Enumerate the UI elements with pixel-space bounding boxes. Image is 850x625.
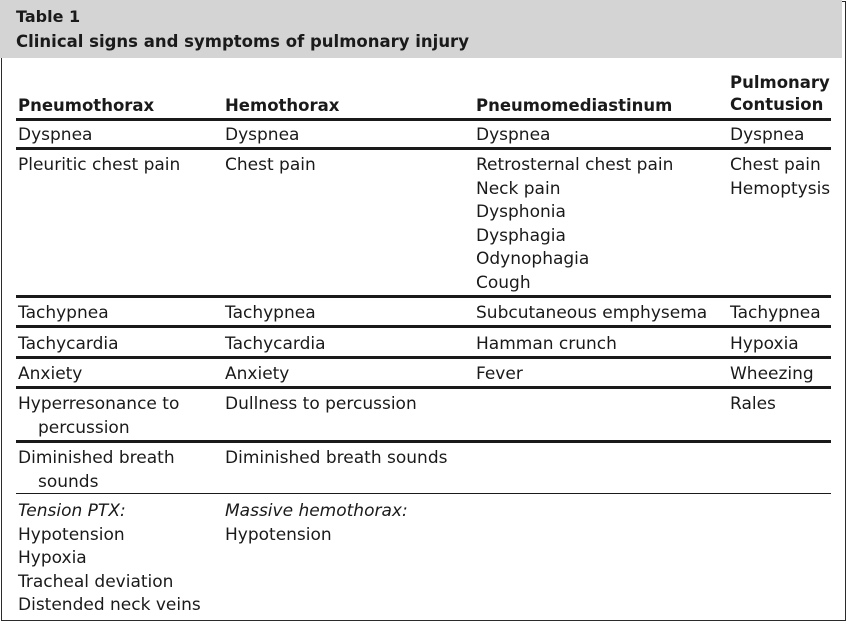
table-cell: Dyspnea (225, 125, 300, 145)
table-cell: Fever (476, 364, 523, 384)
table-cell: Massive hemothorax: Hypotension (225, 501, 408, 545)
table-cell: Hamman crunch (476, 334, 617, 354)
row-divider (16, 147, 831, 150)
table-cell: Diminished breath sounds (18, 448, 175, 492)
table-cell: Tension PTX: Hypotension Hypoxia Tracheal deviation Distended neck veins (18, 501, 201, 615)
row-divider (16, 325, 831, 328)
row-divider (16, 295, 831, 298)
table-cell: Hypoxia (730, 334, 799, 354)
table-cell: Tachypnea (730, 303, 821, 323)
table-cell: Pleuritic chest pain (18, 155, 181, 175)
table-cell: Chest pain (225, 155, 316, 175)
table-cell: Dyspnea (18, 125, 93, 145)
table-cell: Subcutaneous emphysema (476, 303, 708, 323)
row-divider (16, 356, 831, 359)
table-caption (0, 0, 842, 58)
table-cell: Tachycardia (18, 334, 119, 354)
header-pulmonary-contusion: Pulmonary Contusion (730, 73, 830, 114)
table-cell: Tachypnea (18, 303, 109, 323)
row-divider (16, 440, 831, 443)
table-cell: Dullness to percussion (225, 394, 417, 414)
header-pneumomediastinum: Pneumomediastinum (476, 96, 673, 115)
header-rule (16, 118, 831, 121)
table-title: Clinical signs and symptoms of pulmonary injury (16, 32, 469, 51)
table-label: Table 1 (16, 7, 81, 26)
table-cell: Anxiety (225, 364, 290, 384)
table-cell: Wheezing (730, 364, 814, 384)
header-hemothorax: Hemothorax (225, 96, 340, 115)
table-cell: Diminished breath sounds (225, 448, 448, 468)
table-cell: Tachycardia (225, 334, 326, 354)
header-pneumothorax: Pneumothorax (18, 96, 155, 115)
table-cell: Hyperresonance to percussion (18, 394, 180, 438)
table-cell: Retrosternal chest pain Neck pain Dysphonia Dysphagia Odynophagia Cough (476, 155, 674, 293)
table-cell: Anxiety (18, 364, 83, 384)
table-cell: Chest pain Hemoptysis (730, 155, 831, 199)
table-cell: Dyspnea (730, 125, 805, 145)
table-cell: Rales (730, 394, 776, 414)
row-divider (16, 386, 831, 389)
table-cell: Tachypnea (225, 303, 316, 323)
table-cell: Dyspnea (476, 125, 551, 145)
